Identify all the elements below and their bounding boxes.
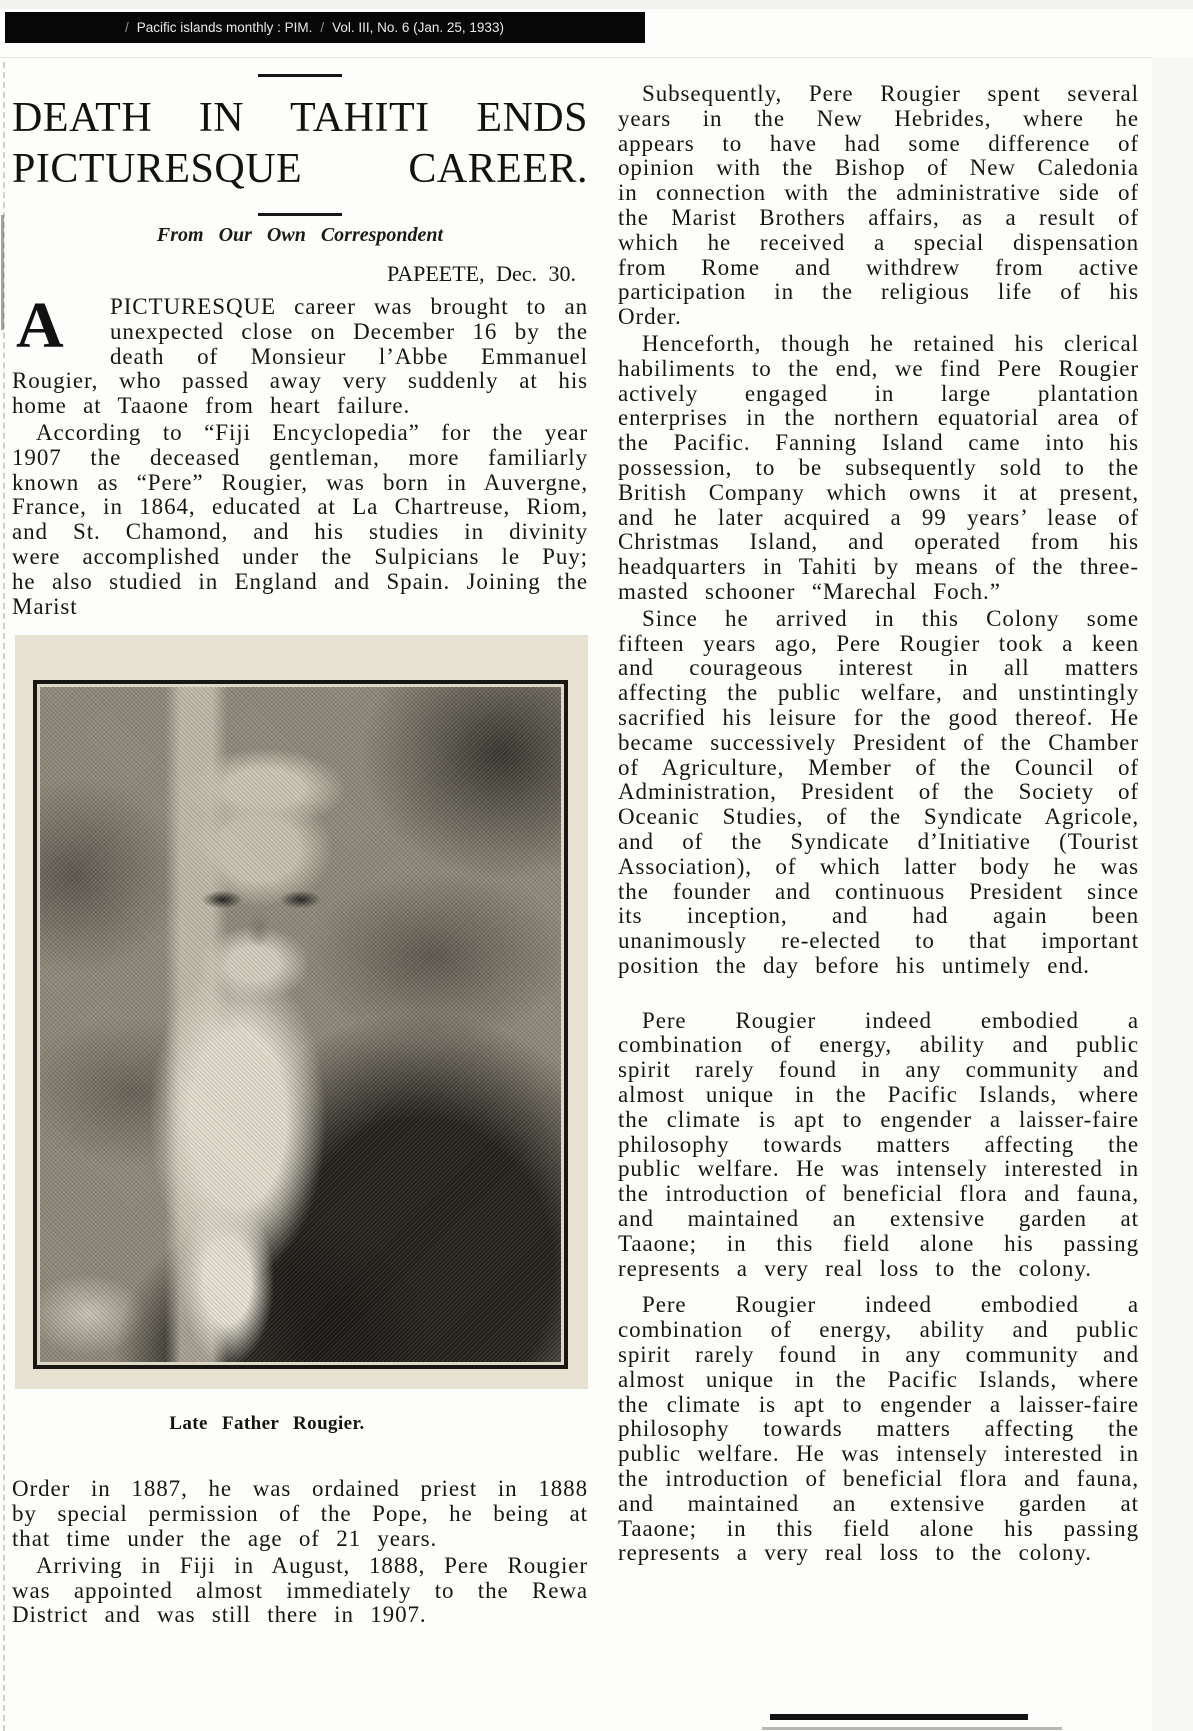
- viewer-top-strip: [0, 0, 1193, 9]
- breadcrumb: [5, 12, 645, 43]
- scan-page-right-margin: [1152, 57, 1193, 1731]
- article-end-rule: [770, 1714, 1028, 1720]
- article-left-column: [12, 64, 588, 1628]
- section-divider-byline: [258, 213, 342, 216]
- drop-cap: A: [16, 289, 65, 362]
- photo-frame: [33, 680, 568, 1369]
- headline-line-1: DEATH IN TAHITI ENDS: [12, 95, 588, 141]
- article-paragraph: Pere Rougier indeed embodied a combination of energy, ability and public spirit rarely found in any community and almost unique in the Pacific Islands, where the climate is apt to engender a laisser-faire philosophy towards matters affecting the public welfare. He was intensely interested in the introduction of beneficial flora and fauna, and maintained an extensive garden at Taaone; in this field alone his passing represents a very real loss to the colony.: [618, 1292, 1139, 1566]
- scan-edge-mark: [1, 215, 4, 330]
- photo-caption: Late Father Rougier.: [169, 1413, 365, 1435]
- section-divider-top: [258, 74, 342, 77]
- headline-line-2: PICTURESQUE CAREER.: [12, 146, 588, 192]
- portrait-halftone-image: [40, 687, 561, 1362]
- article-paragraph: Subsequently, Pere Rougier spent several years in the New Hebrides, where he appears to have had some difference of opinion with the Bishop of New Caledonia in connection with the administrative side of the Marist Brothers affairs, as a result of which he received a special dispensation from Rome and withdrew from active participation in the religious life of his Order.: [618, 81, 1139, 330]
- breadcrumb-title-link[interactable]: Pacific islands monthly : PIM.: [136, 20, 313, 35]
- breadcrumb-separator: /: [320, 20, 325, 35]
- scan-page-top-edge: [0, 57, 1193, 58]
- halftone-grain-overlay: [40, 687, 561, 1362]
- article-right-column: [618, 82, 1139, 1566]
- breadcrumb-separator: /: [125, 20, 129, 35]
- article-paragraph: Since he arrived in this Colony some fifteen years ago, Pere Rougier took a keen and courageous interest in all matters affecting the public welfare, and unstintingly sacrified his leisure for the good thereof. He became successively President of the Chamber of Agriculture, Member of the Council of Administration, President of the Society of Oceanic Studies, of the Syndicate Agricole, and of the Syndicate d’Initiative (Tourist Association), of which latter body he was the founder and continuous President since its inception, and had again been unanimously re-elected to that important position the day before his untimely end.: [618, 605, 1139, 978]
- article-paragraph: Order in 1887, he was ordained priest in 1888 by special permission of the Pope, he being at that time under the age of 21 years.: [12, 1476, 588, 1551]
- article-byline: From Our Own Correspondent: [156, 224, 444, 246]
- article-photo: [15, 635, 588, 1389]
- article-paragraph: [12, 289, 588, 419]
- article-end-rule-shadow: [762, 1727, 1062, 1730]
- article-paragraph: According to “Fiji Encyclopedia” for the year 1907 the deceased gentleman, more familiarly known as “Pere” Rougier, was born in Auvergne, France, in 1864, educated at La Chartreuse, Riom, and St. Chamond, and his studies in divinity were accomplished under the Sulpicians le Puy; he also studied in England and Spain. Joining the Marist: [12, 419, 588, 619]
- article-headline: [12, 93, 588, 195]
- paragraph-text: PICTURESQUE career was brought to an unexpected close on December 16 by the death of Monsieur l’Abbe Emmanuel Rougier, who passed away very suddenly at his home at Taaone from heart failure.: [12, 294, 588, 419]
- article-paragraph: Pere Rougier indeed embodied a combination of energy, ability and public spirit rarely found in any community and almost unique in the Pacific Islands, where the climate is apt to engender a laisser-faire philosophy towards matters affecting the public welfare. He was intensely interested in the introduction of beneficial flora and fauna, and maintained an extensive garden at Taaone; in this field alone his passing represents a very real loss to the colony.: [618, 1007, 1139, 1281]
- article-paragraph: Arriving in Fiji in August, 1888, Pere Rougier was appointed almost immediately to the Rewa District and was still there in 1907.: [12, 1552, 588, 1628]
- article-dateline: PAPEETE, Dec. 30.: [386, 261, 576, 286]
- breadcrumb-issue-link[interactable]: Vol. III, No. 6 (Jan. 25, 1933): [332, 20, 504, 35]
- article-paragraph: Henceforth, though he retained his clerical habiliments to the end, we find Pere Rougier actively engaged in large plantation enterprises in the northern equatorial area of the Pacific. Fanning Island came into his possession, to be subsequently sold to the British Company which owns it at present, and he later acquired a 99 years’ lease of Christmas Island, and operated from his headquarters in Tahiti by means of the three-masted schooner “Marechal Foch.”: [618, 330, 1139, 604]
